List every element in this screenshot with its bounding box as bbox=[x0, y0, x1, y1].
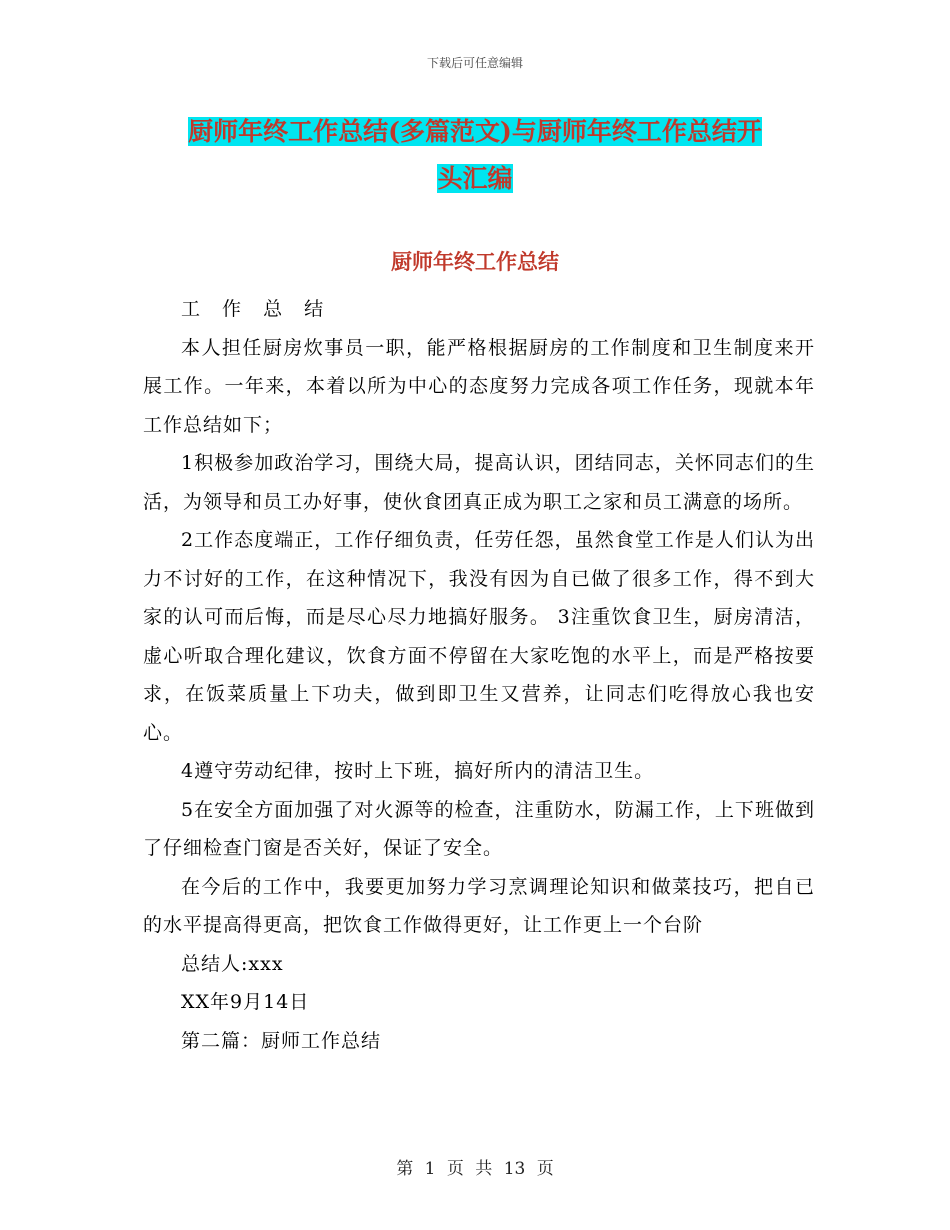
page-header-note: 下载后可任意编辑 bbox=[426, 56, 523, 70]
page-number-footer: 第 1 页 共 13 页 bbox=[396, 1159, 554, 1179]
paragraph: 4遵守劳动纪律，按时上下班，搞好所内的清洁卫生。 bbox=[181, 760, 655, 782]
paragraph: 在今后的工作中，我要更加努力学习烹调理论知识和做菜技巧，把自已的水平提高得更高，把饮食工作做得更好，让工作更上一个台阶 bbox=[143, 875, 815, 936]
paragraph: 5在安全方面加强了对火源等的检查，注重防水，防漏工作，上下班做到了仔细检查门窗是否关好，保证了安全。 bbox=[143, 798, 815, 859]
paragraph: 2工作态度端正，工作仔细负责，任劳任怨，虽然食堂工作是人们认为出力不讨好的工作，在这种情况下，我没有因为自已做了很多工作，得不到大家的认可而后悔，而是尽心尽力地搞好服务。 3注重饮食卫生，厨房清洁，虚心听取合理化建议，饮食方面不停留在大家吃饱的水平上，而是严格按要求，在饭菜质量上下功夫，做到即卫生又营养，让同志们吃得放心我也安心。 bbox=[143, 529, 815, 744]
date-line: XX年9月14日 bbox=[181, 991, 310, 1013]
paragraph: 1积极参加政治学习，围绕大局，提高认识，团结同志，关怀同志们的生活，为领导和员工办好事，使伙食团真正成为职工之家和员工满意的场所。 bbox=[143, 452, 815, 513]
title-line-1: 厨师年终工作总结(多篇范文)与厨师年终工作总结开 bbox=[188, 117, 762, 146]
signature-line: 总结人:xxx bbox=[181, 952, 284, 975]
next-section-heading: 第二篇：厨师工作总结 bbox=[181, 1029, 382, 1052]
section-title: 厨师年终工作总结 bbox=[391, 249, 559, 274]
paragraph: 工 作 总 结 bbox=[181, 298, 332, 320]
title-line-2: 头汇编 bbox=[437, 164, 513, 193]
paragraph: 本人担任厨房炊事员一职，能严格根据厨房的工作制度和卫生制度来开展工作。一年来，本着以所为中心的态度努力完成各项工作任务，现就本年工作总结如下； bbox=[143, 336, 815, 436]
document-body bbox=[143, 290, 815, 1060]
document-title bbox=[140, 108, 810, 202]
